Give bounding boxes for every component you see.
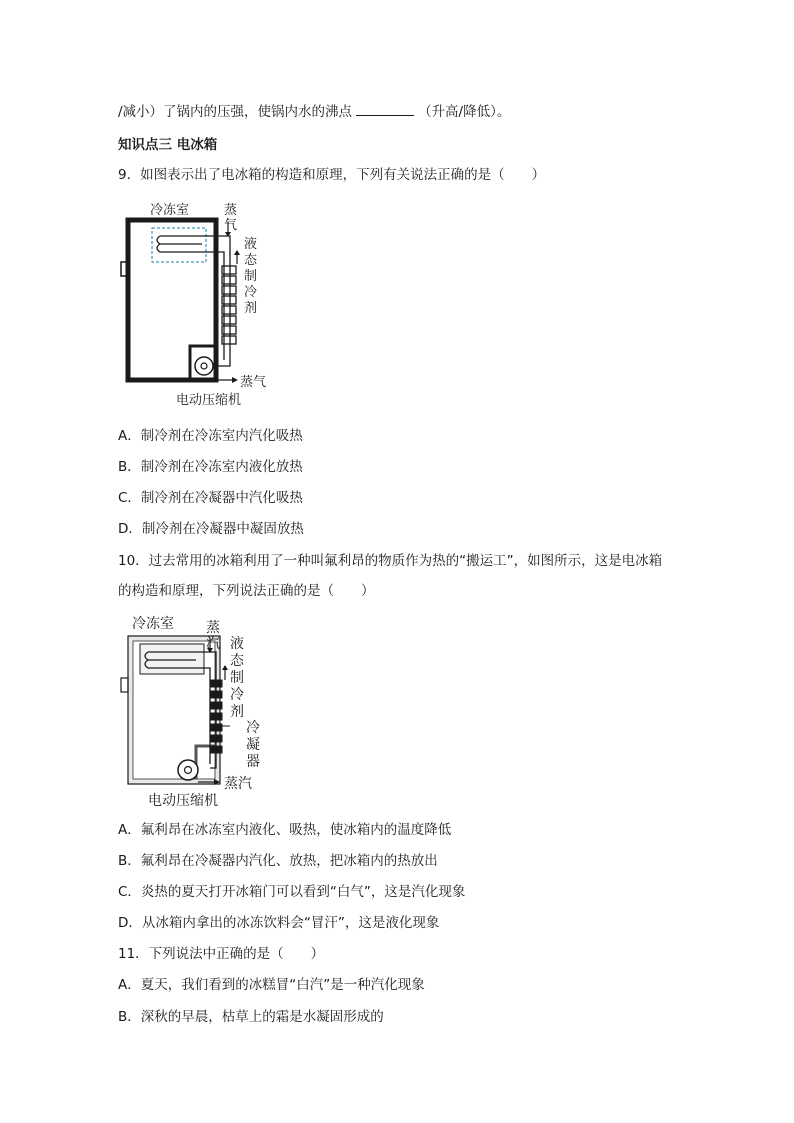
q9-option-b: B．制冷剂在冷冻室内液化放热 [118,459,303,475]
q10-label-compressor: 电动压缩机 [148,793,218,809]
q9-fridge-diagram [118,196,278,412]
q9-label-vapor-top-1: 蒸 [224,203,238,218]
q9-label-liquid-1: 液 [244,237,258,252]
q11-option-b: B．深秋的早晨，枯草上的霜是水凝固形成的 [118,1009,384,1025]
q10-option-a: A．氟利昂在冰冻室内液化、吸热，使冰箱内的温度降低 [118,822,452,838]
intro-options: （升高/降低）。 [418,104,511,120]
q10-condenser [210,680,222,753]
section-heading: 知识点三 电冰箱 [118,137,218,153]
q10-label-condenser-3: 器 [246,754,260,770]
q10-freezer-box [140,644,204,674]
q9-label-compressor: 电动压缩机 [176,393,242,408]
q10-label-vapor-top-2: 汽 [206,636,220,652]
q9-evaporator-coil [157,236,202,252]
intro-line [118,103,510,121]
q10-label-freezer: 冷冻室 [132,616,174,632]
q9-option-d: D．制冷剂在冷凝器中凝固放热 [118,521,304,537]
q9-option-a: A．制冷剂在冷冻室内汽化吸热 [118,428,303,444]
q10-label-vapor-bottom: 蒸汽 [224,776,252,792]
q11-stem: 11．下列说法中正确的是（ ） [118,946,325,962]
q10-label-liquid-2: 态 [230,653,244,669]
q9-label-liquid-3: 制 [244,269,258,284]
q9-arrow-up [234,250,240,255]
q9-label-liquid-5: 剂 [244,301,258,316]
q11-option-a: A．夏天，我们看到的冰糕冒“白汽”是一种汽化现象 [118,977,425,993]
q10-fridge-diagram [118,608,278,812]
q9-label-liquid-2: 态 [244,253,258,268]
q10-door-handle [121,678,128,692]
intro-text: /减小）了锅内的压强，使锅内水的沸点 [118,104,353,120]
q9-label-freezer: 冷冻室 [150,203,190,218]
q9-arrow-right [232,377,238,383]
q9-compressor [195,357,213,375]
q10-label-liquid-1: 液 [230,636,244,652]
q9-stem: 9．如图表示出了电冰箱的构造和原理，下列有关说法正确的是（ ） [118,167,546,183]
q10-label-liquid-3: 制 [230,670,244,686]
q9-freezer-box [152,228,206,262]
q9-label-vapor-top-2: 气 [224,218,238,233]
q10-label-condenser-1: 冷 [246,720,260,736]
q9-label-vapor-bottom: 蒸气 [240,375,267,390]
answer-blank [356,103,414,116]
q10-stem-line2: 的构造和原理，下列说法正确的是（ ） [118,583,375,599]
q10-compressor [178,760,198,780]
q10-option-b: B．氟利昂在冷凝器内汽化、放热，把冰箱内的热放出 [118,853,438,869]
q10-stem-line1: 10．过去常用的冰箱利用了一种叫氟利昂的物质作为热的“搬运工”，如图所示，这是电冰箱 [118,553,663,569]
q10-label-liquid-5: 剂 [230,704,244,720]
q10-label-vapor-top-1: 蒸 [206,620,220,636]
q10-option-c: C．炎热的夏天打开冰箱门可以看到“白气”，这是汽化现象 [118,884,466,900]
q10-arrow-up [222,665,228,670]
q10-label-liquid-4: 冷 [230,687,244,703]
q9-label-liquid-4: 冷 [244,285,258,300]
q10-option-d: D．从冰箱内拿出的冰冻饮料会“冒汗”，这是液化现象 [118,915,440,931]
q10-label-condenser-2: 凝 [246,737,260,753]
q9-option-c: C．制冷剂在冷凝器中汽化吸热 [118,490,303,506]
